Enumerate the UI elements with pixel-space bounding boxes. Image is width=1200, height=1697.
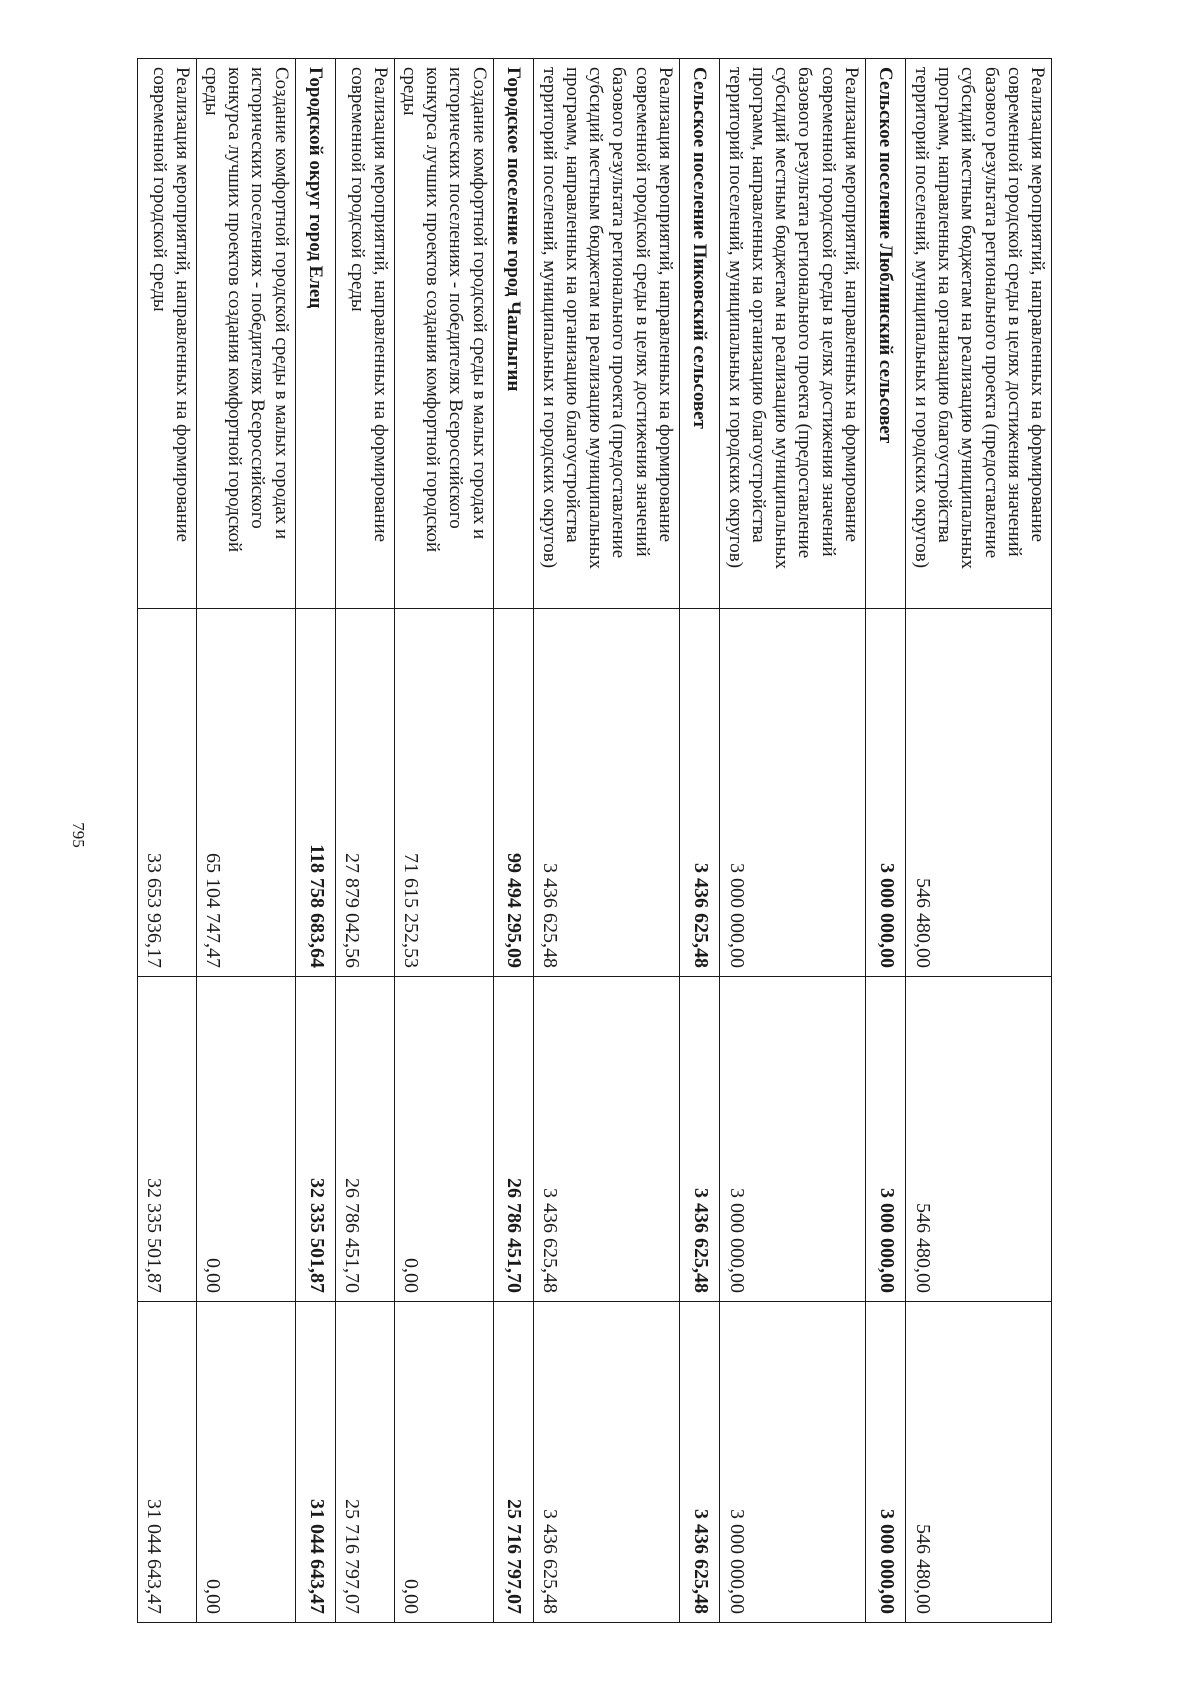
row-description: Создание комфортной городской среды в малых городах и исторических поселениях - победителях Всероссийского конкурса лучших проектов создания комфортной городской среды bbox=[394, 59, 493, 609]
row-description: Городское поселение город Чаплыгин bbox=[493, 59, 533, 609]
table-row bbox=[336, 59, 395, 1623]
row-value-2: 3 000 000,00 bbox=[865, 977, 905, 1302]
row-value-1: 3 000 000,00 bbox=[720, 609, 866, 977]
budget-table bbox=[137, 58, 1052, 1623]
table-row bbox=[679, 59, 719, 1623]
row-value-1: 3 436 625,48 bbox=[533, 609, 679, 977]
row-value-2: 0,00 bbox=[196, 977, 295, 1302]
row-value-3: 25 716 797,07 bbox=[493, 1302, 533, 1623]
row-value-1: 3 000 000,00 bbox=[865, 609, 905, 977]
row-description: Реализация мероприятий, направленных на формирование современной городской среды bbox=[138, 59, 197, 609]
table-row bbox=[295, 59, 335, 1623]
row-value-3: 31 044 643,47 bbox=[295, 1302, 335, 1623]
table-row bbox=[394, 59, 493, 1623]
rotated-table-container bbox=[137, 58, 1052, 1622]
row-value-1: 65 104 747,47 bbox=[196, 609, 295, 977]
row-description: Реализация мероприятий, направленных на формирование современной городской среды в целях достижения значений базового результата регионального проекта (предоставление субсидий местным бюджетам на реализацию муниципальных программ, направленных на организацию благоустройства территорий поселений, муниципальных и городских округов) bbox=[906, 59, 1052, 609]
row-value-3: 31 044 643,47 bbox=[138, 1302, 197, 1623]
row-description: Реализация мероприятий, направленных на формирование современной городской среды в целях достижения значений базового результата регионального проекта (предоставление субсидий местным бюджетам на реализацию муниципальных программ, направленных на организацию благоустройства территорий поселений, муниципальных и городских округов) bbox=[533, 59, 679, 609]
row-description: Сельское поселение Пиковский сельсовет bbox=[679, 59, 719, 609]
row-value-2: 26 786 451,70 bbox=[336, 977, 395, 1302]
row-value-3: 25 716 797,07 bbox=[336, 1302, 395, 1623]
row-value-1: 27 879 042,56 bbox=[336, 609, 395, 977]
table-row bbox=[138, 59, 197, 1623]
row-value-2: 546 480,00 bbox=[906, 977, 1052, 1302]
row-value-3: 0,00 bbox=[394, 1302, 493, 1623]
row-value-3: 3 000 000,00 bbox=[720, 1302, 866, 1623]
table-row bbox=[865, 59, 905, 1623]
row-value-2: 32 335 501,87 bbox=[295, 977, 335, 1302]
row-value-1: 546 480,00 bbox=[906, 609, 1052, 977]
row-description: Реализация мероприятий, направленных на формирование современной городской среды bbox=[336, 59, 395, 609]
table-row bbox=[720, 59, 866, 1623]
row-description: Городской округ город Елец bbox=[295, 59, 335, 609]
row-value-2: 3 436 625,48 bbox=[679, 977, 719, 1302]
row-description: Реализация мероприятий, направленных на формирование современной городской среды в целях достижения значений базового результата регионального проекта (предоставление субсидий местным бюджетам на реализацию муниципальных программ, направленных на организацию благоустройства территорий поселений, муниципальных и городских округов) bbox=[720, 59, 866, 609]
page-number: 795 bbox=[69, 822, 88, 848]
row-value-3: 546 480,00 bbox=[906, 1302, 1052, 1623]
row-value-1: 3 436 625,48 bbox=[679, 609, 719, 977]
row-value-3: 3 436 625,48 bbox=[533, 1302, 679, 1623]
table-row bbox=[533, 59, 679, 1623]
row-value-2: 26 786 451,70 bbox=[493, 977, 533, 1302]
row-value-1: 99 494 295,09 bbox=[493, 609, 533, 977]
row-description: Создание комфортной городской среды в малых городах и исторических поселениях - победителях Всероссийского конкурса лучших проектов создания комфортной городской среды bbox=[196, 59, 295, 609]
row-description: Сельское поселение Люблинский сельсовет bbox=[865, 59, 905, 609]
row-value-1: 71 615 252,53 bbox=[394, 609, 493, 977]
table-row bbox=[906, 59, 1052, 1623]
row-value-2: 3 436 625,48 bbox=[533, 977, 679, 1302]
row-value-3: 0,00 bbox=[196, 1302, 295, 1623]
table-row bbox=[196, 59, 295, 1623]
row-value-3: 3 436 625,48 bbox=[679, 1302, 719, 1623]
row-value-1: 33 653 936,17 bbox=[138, 609, 197, 977]
row-value-2: 3 000 000,00 bbox=[720, 977, 866, 1302]
row-value-3: 3 000 000,00 bbox=[865, 1302, 905, 1623]
row-value-2: 32 335 501,87 bbox=[138, 977, 197, 1302]
table-row bbox=[493, 59, 533, 1623]
row-value-2: 0,00 bbox=[394, 977, 493, 1302]
row-value-1: 118 758 683,64 bbox=[295, 609, 335, 977]
